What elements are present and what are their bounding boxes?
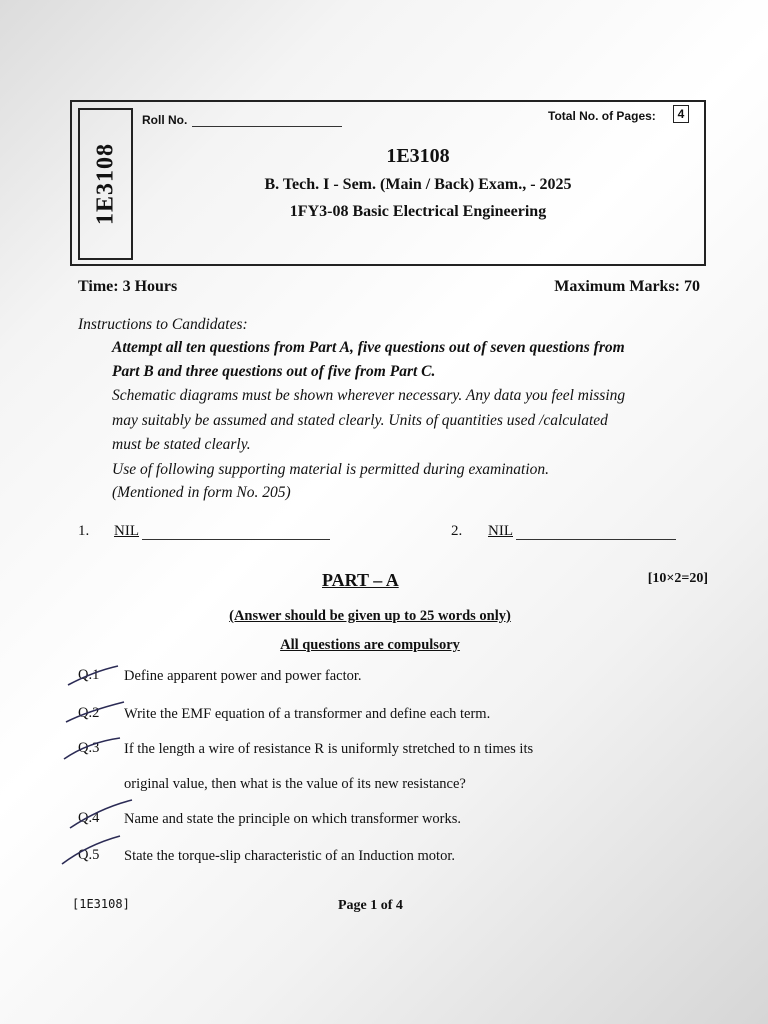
vertical-paper-code: 1E3108 [92,142,119,226]
question-number: Q.2 [78,705,100,721]
material-1-number: 1. [78,523,90,539]
question-text: Define apparent power and power factor. [124,668,362,684]
material-1-value: NIL [114,523,139,539]
question-text: Write the EMF equation of a transformer and define each term. [124,706,491,722]
question-number: Q.5 [78,847,100,863]
total-pages-value: 4 [673,105,689,123]
question-number: Q.1 [78,667,100,683]
instructions-heading: Instructions to Candidates: [78,316,248,333]
question-number: Q.3 [78,740,100,756]
pen-mark [66,702,124,722]
question-text-continued: original value, then what is the value of its new resistance? [124,776,466,792]
pen-mark [68,666,118,685]
compulsory-note: All questions are compulsory [280,637,460,653]
pen-mark [62,836,120,864]
question-number: Q.4 [78,810,100,826]
pen-mark [70,800,132,828]
subject-title: 1FY3-08 Basic Electrical Engineering [289,203,547,220]
material-2-number: 2. [451,523,463,539]
word-limit-note: (Answer should be given up to 25 words only) [229,608,511,624]
question-text: If the length a wire of resistance R is uniformly stretched to n times its [124,741,534,757]
instruction-line: (Mentioned in form No. 205) [112,484,291,501]
material-2-value: NIL [488,523,513,539]
instruction-line: Attempt all ten questions from Part A, five questions out of seven questions from [112,339,625,356]
total-pages-label: Total No. of Pages: [548,109,656,123]
question-text: State the torque-slip characteristic of an Induction motor. [124,848,455,864]
paper-code-title: 1E3108 [386,145,450,167]
instruction-line: Part B and three questions out of five from Part C. [112,363,436,380]
instruction-line: Use of following supporting material is permitted during examination. [112,461,550,478]
part-a-marks: [10×2=20] [647,571,708,586]
part-a-title: PART – A [322,570,399,590]
instruction-line: Schematic diagrams must be shown wherever necessary. Any data you feel missing [112,387,626,404]
instruction-line: must be stated clearly. [112,436,251,453]
maximum-marks: Maximum Marks: 70 [554,278,700,295]
page-number: Page 1 of 4 [338,898,403,913]
exam-title: B. Tech. I - Sem. (Main / Back) Exam., - 2025 [264,176,572,193]
instruction-line: may suitably be assumed and stated clearly. Units of quantities used /calculated [112,412,608,429]
footer-paper-code: [1E3108] [72,897,130,911]
question-text: Name and state the principle on which transformer works. [124,811,462,827]
time-allowed: Time: 3 Hours [78,278,178,295]
roll-number-label: Roll No. [142,113,188,127]
pen-mark [64,738,120,759]
